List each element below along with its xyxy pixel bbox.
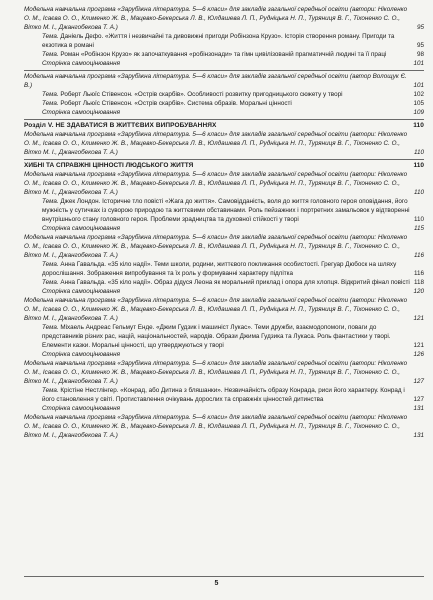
entry-page-number: 101 bbox=[413, 60, 424, 67]
section-heading[interactable] bbox=[24, 121, 424, 130]
subsection-heading[interactable] bbox=[24, 161, 424, 170]
program-entry[interactable] bbox=[24, 413, 424, 440]
entry-page-number: 131 bbox=[413, 432, 424, 439]
entry-label: Тема. bbox=[42, 387, 59, 394]
entry-title: Сторінка самооцінювання bbox=[42, 225, 120, 232]
entry-label: Тема. bbox=[42, 279, 59, 286]
entry-title: Роман «Робінзон Крузо» як започаткування «робінзонади» та гімн цивілізованій прагматичній людині та її праці bbox=[60, 51, 387, 58]
program-entry[interactable] bbox=[24, 72, 424, 90]
entry-page-number: 105 bbox=[413, 100, 424, 107]
section-divider bbox=[24, 119, 424, 120]
program-entry[interactable] bbox=[24, 233, 424, 260]
entry-text bbox=[24, 234, 407, 259]
entry-text bbox=[24, 122, 216, 129]
entry-text bbox=[24, 73, 407, 89]
program-entry[interactable] bbox=[24, 130, 424, 157]
entry-title: Сторінка самооцінювання bbox=[42, 351, 120, 358]
entry-title: Модельна навчальна програма «Зарубіжна література. 5—6 класи» для закладів загальної середньої освіти (автор Волощук Є. В.) bbox=[24, 73, 407, 89]
entry-text bbox=[42, 60, 120, 67]
entry-page-number: 121 bbox=[413, 342, 424, 349]
entry-text bbox=[42, 288, 120, 295]
topic-entry[interactable] bbox=[24, 32, 424, 50]
section-divider bbox=[24, 70, 424, 71]
entry-text bbox=[24, 297, 407, 322]
entry-title: Модельна навчальна програма «Зарубіжна література. 5—6 класи» для закладів загальної середньої освіти (автори: Ніколенко О. М., Ісаєва О. О., Клименко Ж. В., Мацевко-Бекерська Л. В., Юлдашева Л. П., Рудніцька Н. П., Туряниця В. Г., Тіхоненко С. О., Вітко М. І., Джангобекова Т. А.) bbox=[24, 360, 408, 385]
self-assessment-entry[interactable] bbox=[24, 224, 424, 233]
entry-text bbox=[42, 91, 343, 98]
entry-title: Анна Гавальда. «35 кіло надії». Образ дідуся Леона як моральний приклад і опора для хлопця. Відкритий фінал повісті bbox=[60, 279, 410, 286]
entry-title: Модельна навчальна програма «Зарубіжна література. 5—6 класи» для закладів загальної середньої освіти (автори: Ніколенко О. М., Ісаєва О. О., Клименко Ж. В., Мацевко-Бекерська Л. В., Юлдашева Л. П., Рудніцька Н. П., Туряниця В. Г., Тіхоненко С. О., Вітко М. І., Джангобекова Т. А.) bbox=[24, 171, 408, 196]
topic-entry[interactable] bbox=[24, 99, 424, 108]
entry-page-number: 127 bbox=[413, 378, 424, 385]
entry-page-number: 118 bbox=[413, 279, 424, 286]
entry-title: Модельна навчальна програма «Зарубіжна література. 5—6 класи» для закладів загальної середньої освіти (автори: Ніколенко О. М., Ісаєва О. О., Клименко Ж. В., Мацевко-Бекерська Л. В., Юлдашева Л. П., Рудніцька Н. П., Туряниця В. Г., Тіхоненко С. О., Вітко М. І., Джангобекова Т. А.) bbox=[24, 414, 408, 439]
entry-page-number: 120 bbox=[413, 288, 424, 295]
entry-text bbox=[24, 131, 407, 156]
self-assessment-entry[interactable] bbox=[24, 59, 424, 68]
entry-label: Тема. bbox=[42, 91, 59, 98]
program-entry[interactable] bbox=[24, 170, 424, 197]
entry-title: Крістіне Нестлінгер. «Конрад, або Дитина з бляшанки». Незвичайність образу Конрада, риси його характеру. Конрад і його становлення у світі. Протиставлення очікувань дорослих та справжніх цінностей дитинства bbox=[42, 387, 405, 403]
entry-text bbox=[42, 279, 410, 286]
footer-rule bbox=[24, 576, 424, 577]
entry-title: Сторінка самооцінювання bbox=[42, 405, 120, 412]
entry-text bbox=[24, 171, 407, 196]
entry-page-number: 131 bbox=[413, 405, 424, 412]
entry-title: Роберт Льюїс Стівенсон. «Острів скарбів». Система образів. Моральні цінності bbox=[60, 100, 292, 107]
program-entry[interactable] bbox=[24, 5, 424, 32]
topic-entry[interactable] bbox=[24, 90, 424, 99]
entry-title: Модельна навчальна програма «Зарубіжна література. 5—6 класи» для закладів загальної середньої освіти (автори: Ніколенко О. М., Ісаєва О. О., Клименко Ж. В., Мацевко-Бекерська Л. В., Юлдашева Л. П., Рудніцька Н. П., Туряниця В. Г., Тіхоненко С. О., Вітко М. І., Джангобекова Т. А.) bbox=[24, 297, 408, 322]
entry-text bbox=[24, 360, 407, 385]
entry-text bbox=[42, 225, 120, 232]
entry-label: Тема. bbox=[42, 33, 59, 40]
section-divider bbox=[24, 159, 424, 160]
program-entry[interactable] bbox=[24, 296, 424, 323]
entry-label: Тема. bbox=[42, 324, 59, 331]
entry-page-number: 110 bbox=[413, 189, 424, 196]
topic-entry[interactable] bbox=[24, 386, 424, 404]
topic-entry[interactable] bbox=[24, 278, 424, 287]
entry-label: Тема. bbox=[42, 198, 59, 205]
entry-title: Модельна навчальна програма «Зарубіжна література. 5—6 класи» для закладів загальної середньої освіти (автори: Ніколенко О. М., Ісаєва О. О., Клименко Ж. В., Мацевко-Бекерська Л. В., Юлдашева Л. П., Рудніцька Н. П., Туряниця В. Г., Тіхоненко С. О., Вітко М. І., Джангобекова Т. А.) bbox=[24, 131, 408, 156]
entry-page-number: 110 bbox=[413, 162, 424, 169]
topic-entry[interactable] bbox=[24, 197, 424, 224]
entry-text bbox=[24, 6, 407, 31]
entry-page-number: 110 bbox=[413, 149, 424, 156]
entry-page-number: 109 bbox=[413, 109, 424, 116]
entry-title: Модельна навчальна програма «Зарубіжна література. 5—6 класи» для закладів загальної середньої освіти (автори: Ніколенко О. М., Ісаєва О. О., Клименко Ж. В., Мацевко-Бекерська Л. В., Юлдашева Л. П., Рудніцька Н. П., Туряниця В. Г., Тіхоненко С. О., Вітко М. І., Джангобекова Т. А.) bbox=[24, 234, 408, 259]
entry-text bbox=[42, 324, 391, 349]
entry-text bbox=[42, 261, 396, 277]
entry-page-number: 95 bbox=[416, 42, 424, 49]
entry-page-number: 102 bbox=[413, 91, 424, 98]
entry-text bbox=[24, 162, 193, 169]
entry-text bbox=[42, 100, 292, 107]
entry-title: Даніель Дефо. «Життя і незвичайні та дивовижні пригоди Робінзона Крузо». Історія створення роману. Пригоди та екзотика в романі bbox=[42, 33, 395, 49]
topic-entry[interactable] bbox=[24, 323, 424, 350]
entry-page-number: 95 bbox=[416, 24, 424, 31]
program-entry[interactable] bbox=[24, 359, 424, 386]
entry-title: Сторінка самооцінювання bbox=[42, 288, 120, 295]
topic-entry[interactable] bbox=[24, 50, 424, 59]
self-assessment-entry[interactable] bbox=[24, 108, 424, 117]
entry-page-number: 127 bbox=[413, 396, 424, 403]
topic-entry[interactable] bbox=[24, 260, 424, 278]
entry-page-number: 121 bbox=[413, 315, 424, 322]
table-of-contents bbox=[24, 5, 424, 440]
entry-title: Анна Гавальда. «35 кіло надії». Теми школи, родини, життєвого покликання особистості. Грегуар Дюбоск на шляху дорослішання. Зображення випробування та їх роль у формуванні характеру підлітка bbox=[42, 261, 397, 277]
self-assessment-entry[interactable] bbox=[24, 404, 424, 413]
entry-text bbox=[24, 414, 407, 439]
entry-title: Роберт Льюїс Стівенсон. «Острів скарбів». Особливості розвитку пригодницького сюжету у творі bbox=[60, 91, 343, 98]
entry-text bbox=[42, 109, 120, 116]
entry-text bbox=[42, 198, 409, 223]
entry-label: Тема. bbox=[42, 261, 59, 268]
entry-title: Сторінка самооцінювання bbox=[42, 60, 120, 67]
page-number: 5 bbox=[214, 580, 219, 587]
entry-page-number: 110 bbox=[413, 216, 424, 223]
entry-title: Модельна навчальна програма «Зарубіжна література. 5—6 класи» для закладів загальної середньої освіти (автори: Ніколенко О. М., Ісаєва О. О., Клименко Ж. В., Мацевко-Бекерська Л. В., Юлдашева Л. П., Рудніцька Н. П., Туряниця В. Г., Тіхоненко С. О., Вітко М. І., Джангобекова Т. А.) bbox=[24, 6, 408, 31]
self-assessment-entry[interactable] bbox=[24, 350, 424, 359]
entry-title: Розділ V. НЕ ЗДАВАТИСЯ В ЖИТТЄВИХ ВИПРОБУВАННЯХ bbox=[24, 122, 217, 129]
entry-text bbox=[42, 387, 405, 403]
self-assessment-entry[interactable] bbox=[24, 287, 424, 296]
entry-title: ХИБНІ ТА СПРАВЖНІ ЦІННОСТІ ЛЮДСЬКОГО ЖИТТЯ bbox=[24, 162, 194, 169]
entry-page-number: 110 bbox=[413, 122, 424, 129]
entry-title: Сторінка самооцінювання bbox=[42, 109, 120, 116]
entry-title: Міхаель Андреас Гельмут Енде. «Джим Гудзик і машиніст Лукас». Теми дружби, взаємодопомоги, поваги до представників різних рас, націй, національностей, народів. Образи Джима Гудзика та Лукаса. Роль фантастики у творі. Елементи казки. Моральні цінності, що утверджуються у творі bbox=[42, 324, 391, 349]
entry-page-number: 116 bbox=[413, 270, 424, 277]
entry-page-number: 115 bbox=[413, 225, 424, 232]
entry-page-number: 116 bbox=[413, 252, 424, 259]
entry-text bbox=[42, 405, 120, 412]
entry-page-number: 126 bbox=[413, 351, 424, 358]
entry-text bbox=[42, 51, 386, 58]
entry-label: Тема. bbox=[42, 51, 59, 58]
entry-text bbox=[42, 33, 394, 49]
entry-title: Джек Лондон. Історичне тло повісті «Жага до життя». Самовідданість, воля до життя головного героя оповідання, його мужність у сутичках із суворою природою та життєвими обставинами. Роль пейзажних і портретних замальовок у відтворенні внутрішнього стану головного героя. Проблеми зрадництва та духовної стійкості у творі bbox=[42, 198, 410, 223]
entry-label: Тема. bbox=[42, 100, 59, 107]
entry-page-number: 101 bbox=[413, 82, 424, 89]
entry-page-number: 98 bbox=[416, 51, 424, 58]
entry-text bbox=[42, 351, 120, 358]
